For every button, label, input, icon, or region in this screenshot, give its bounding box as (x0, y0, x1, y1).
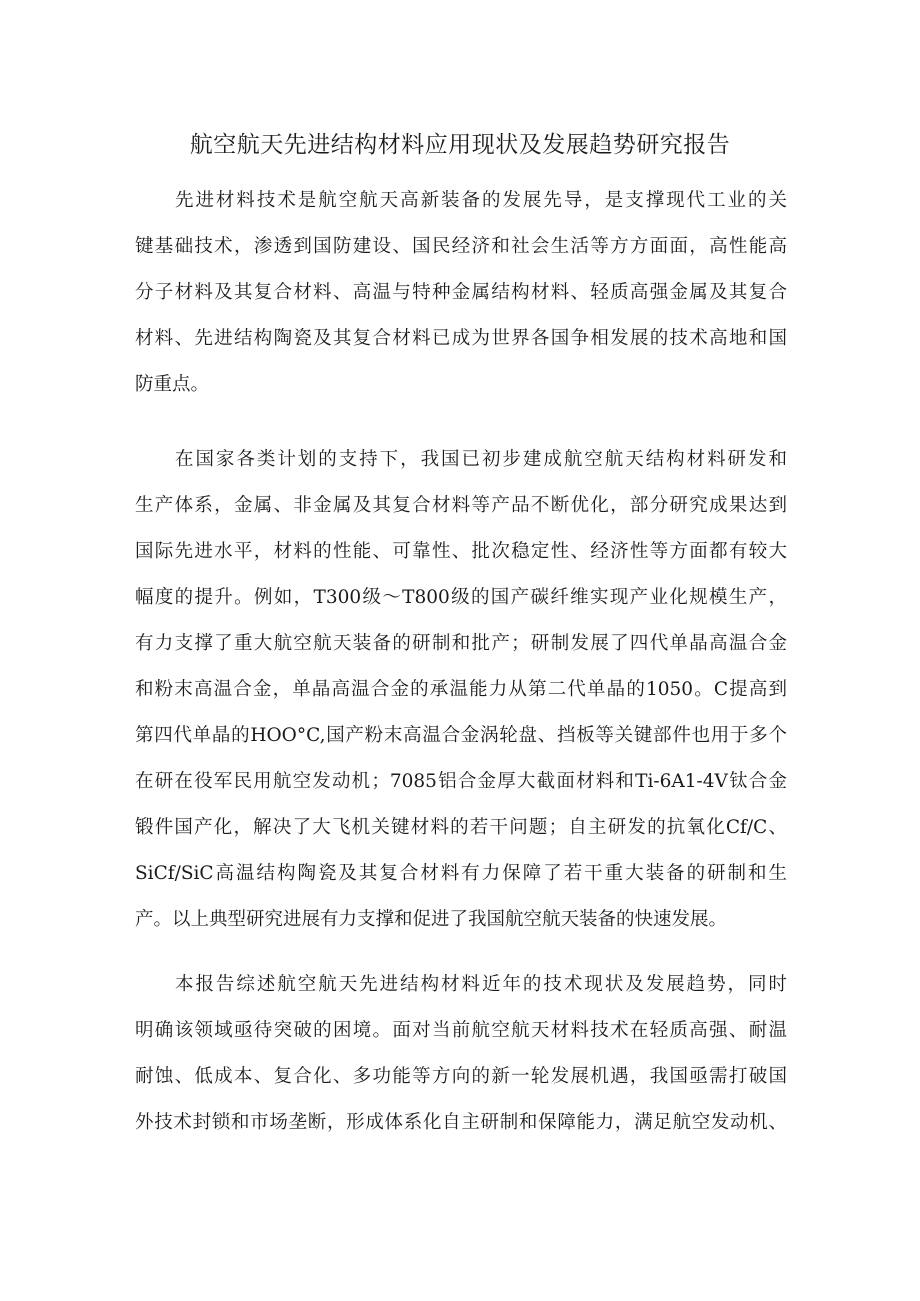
paragraph-line: 耐蚀、低成本、复合化、多功能等方向的新一轮发展机遇，我国亟需打破国 (135, 1066, 787, 1087)
paragraph-line: 在研在役军民用航空发动机；7085铝合金厚大截面材料和Ti-6A1-4V钛合金 (135, 771, 787, 792)
paragraph-line: 键基础技术，渗透到国防建设、国民经济和社会生活等方方面面，高性能高 (135, 236, 787, 257)
paragraph-line: 材料、先进结构陶瓷及其复合材料已成为世界各国争相发展的技术高地和国 (135, 328, 787, 349)
paragraph-line: 防重点。 (135, 374, 210, 395)
paragraph-line: 第四代单晶的HOO°C,国产粉末高温合金涡轮盘、挡板等关键部件也用于多个 (135, 725, 787, 746)
paragraph-line: 国际先进水平，材料的性能、可靠性、批次稳定性、经济性等方面都有较大 (135, 541, 787, 562)
paragraph-line: 分子材料及其复合材料、高温与特种金属结构材料、轻质高强金属及其复合 (135, 282, 787, 303)
paragraph-line: SiCf/SiC高温结构陶瓷及其复合材料有力保障了若干重大装备的研制和生 (135, 863, 787, 884)
paragraph-line: 外技术封锁和市场垄断，形成体系化自主研制和保障能力，满足航空发动机、 (135, 1112, 787, 1133)
paragraph-line: 本报告综述航空航天先进结构材料近年的技术现状及发展趋势，同时 (175, 974, 787, 995)
paragraph-line: 有力支撑了重大航空航天装备的研制和批产；研制发展了四代单晶高温合金 (135, 633, 787, 654)
document-title: 航空航天先进结构材料应用现状及发展趋势研究报告 (189, 132, 731, 158)
paragraph-line: 和粉末高温合金，单晶高温合金的承温能力从第二代单晶的1050。C提高到 (135, 679, 787, 700)
paragraph-line: 产。以上典型研究进展有力支撑和促进了我国航空航天装备的快速发展。 (135, 909, 728, 930)
paragraph-progress (135, 437, 787, 943)
paragraph-line: 在国家各类计划的支持下，我国已初步建成航空航天结构材料研发和 (175, 449, 787, 470)
paragraph-line: 先进材料技术是航空航天高新装备的发展先导，是支撑现代工业的关 (175, 190, 787, 211)
paragraph-line: 幅度的提升。例如，T300级～T800级的国产碳纤维实现产业化规模生产， (135, 587, 787, 608)
paragraph-summary (135, 962, 787, 1146)
paragraph-line: 生产体系，金属、非金属及其复合材料等产品不断优化，部分研究成果达到 (135, 495, 787, 516)
paragraph-line: 锻件国产化，解决了大飞机关键材料的若干问题；自主研发的抗氧化Cf/C、 (135, 817, 787, 838)
paragraph-line: 明确该领域亟待突破的困境。面对当前航空航天材料技术在轻质高强、耐温 (135, 1020, 787, 1041)
paragraph-intro (135, 178, 787, 408)
